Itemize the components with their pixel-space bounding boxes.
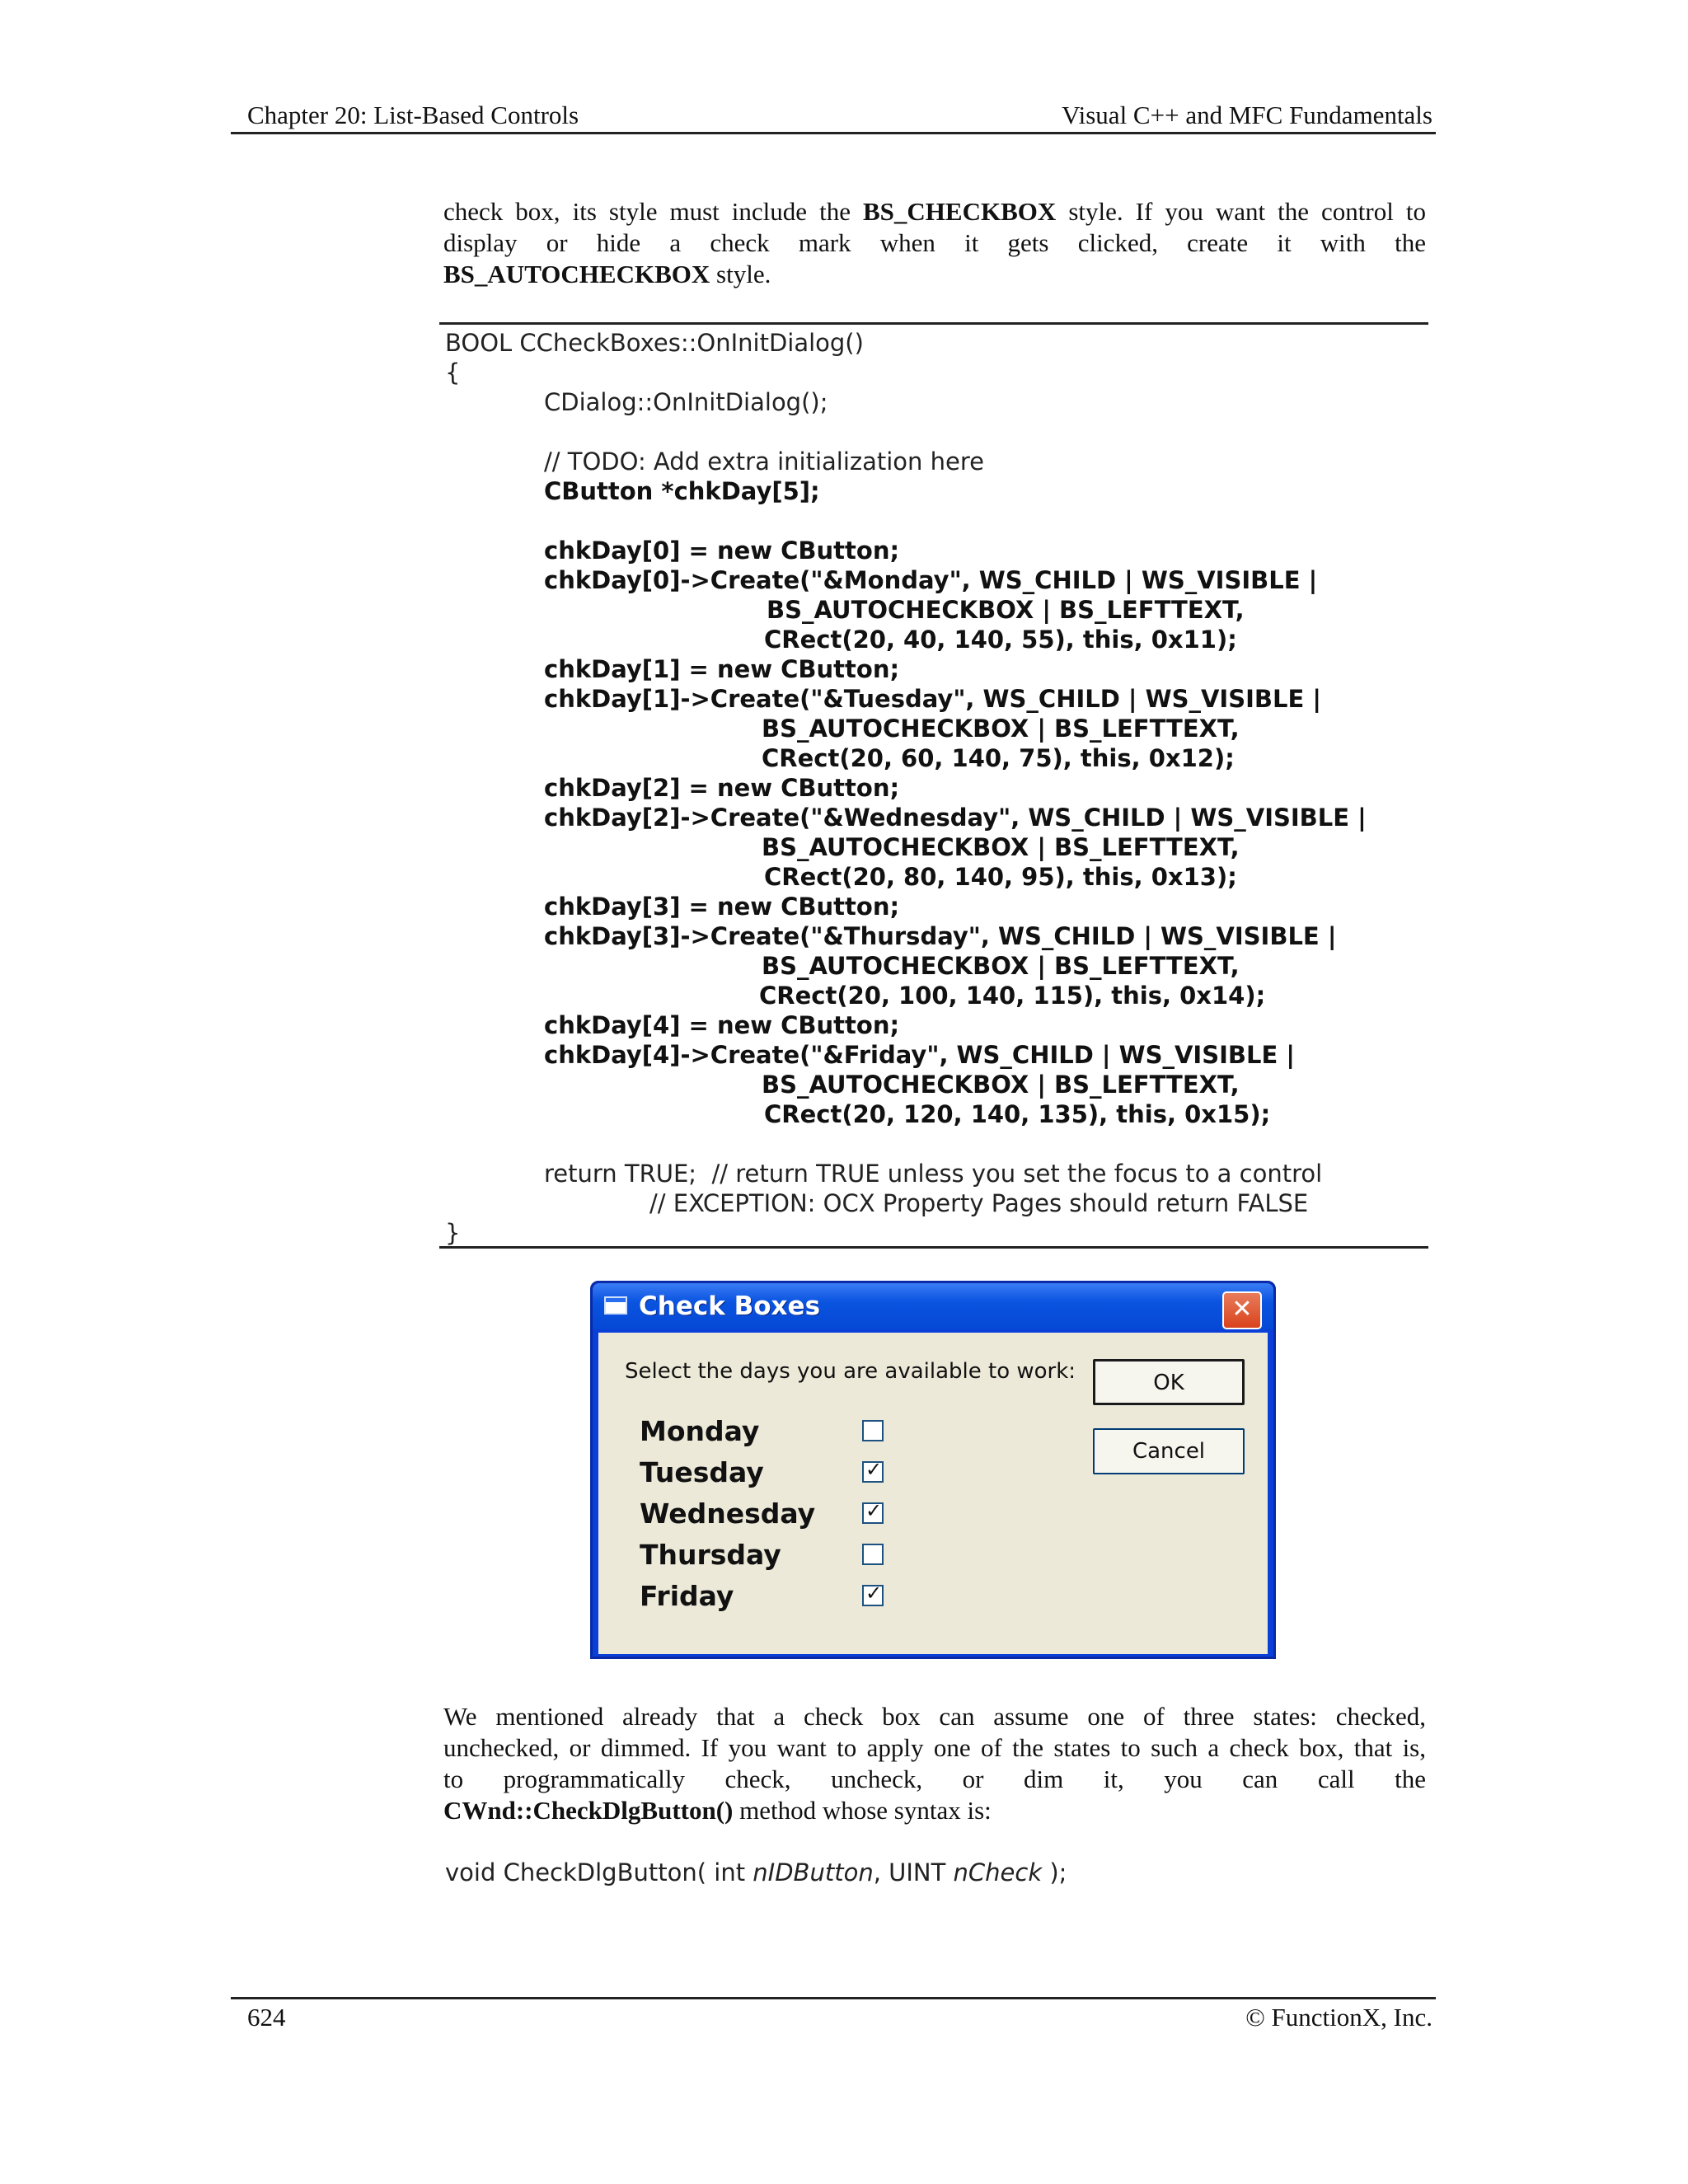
code-line: CRect(20, 100, 140, 115), this, 0x14);: [759, 982, 1266, 1010]
code-line: CDialog::OnInitDialog();: [544, 388, 828, 416]
code-line: chkDay[0] = new CButton;: [544, 537, 900, 565]
code-line: }: [445, 1219, 461, 1247]
checkbox-wednesday[interactable]: [862, 1499, 884, 1524]
code-line: BOOL CCheckBoxes::OnInitDialog(): [445, 329, 864, 357]
code-line: {: [445, 359, 461, 387]
dialog-title: Check Boxes: [639, 1291, 821, 1321]
running-header-book-title: Visual C++ and MFC Fundamentals: [1062, 101, 1432, 129]
code-line: chkDay[1]->Create("&Tuesday", WS_CHILD | WS_VISIBLE |: [544, 685, 1321, 713]
checkbox-tuesday[interactable]: [862, 1458, 884, 1483]
close-icon: ✕: [1231, 1295, 1253, 1324]
code-line: CRect(20, 40, 140, 55), this, 0x11);: [764, 626, 1237, 654]
code-line: chkDay[4] = new CButton;: [544, 1011, 900, 1039]
copyright-notice: © FunctionX, Inc.: [1245, 2003, 1432, 2032]
day-label-wednesday[interactable]: Wednesday: [640, 1497, 816, 1530]
intro-line-3: BS_AUTOCHECKBOX style.: [443, 260, 771, 288]
intro-line-2: display or hide a check mark when it gets clicked, create it with the: [443, 228, 1426, 257]
ok-button[interactable]: OK: [1093, 1359, 1245, 1405]
running-header-chapter: Chapter 20: List-Based Controls: [247, 101, 579, 129]
code-line: BS_AUTOCHECKBOX | BS_LEFTTEXT,: [762, 833, 1240, 861]
code-line: // TODO: Add extra initialization here: [544, 448, 984, 476]
code-line: BS_AUTOCHECKBOX | BS_LEFTTEXT,: [762, 715, 1240, 743]
check-mark-icon: ✓: [865, 1458, 883, 1481]
close-button[interactable]: [1222, 1291, 1262, 1329]
code-line: BS_AUTOCHECKBOX | BS_LEFTTEXT,: [762, 952, 1240, 980]
checkbox-friday[interactable]: [862, 1582, 884, 1606]
footer-rule: [231, 1997, 1436, 1999]
code-line: CRect(20, 80, 140, 95), this, 0x13);: [764, 863, 1237, 891]
intro-paragraph: [443, 196, 1426, 290]
code-line: chkDay[1] = new CButton;: [544, 655, 900, 683]
day-label-tuesday[interactable]: Tuesday: [640, 1456, 764, 1488]
checkbox-thursday[interactable]: [862, 1544, 884, 1565]
code-line: CRect(20, 60, 140, 75), this, 0x12);: [762, 744, 1235, 772]
cancel-button[interactable]: Cancel: [1093, 1428, 1245, 1474]
code-bottom-rule: [439, 1246, 1428, 1249]
header-rule: [231, 132, 1436, 134]
check-mark-icon: ✓: [865, 1582, 883, 1605]
code-line: BS_AUTOCHECKBOX | BS_LEFTTEXT,: [762, 1071, 1240, 1099]
page-number: 624: [247, 2003, 286, 2032]
code-line: chkDay[2]->Create("&Wednesday", WS_CHILD | WS_VISIBLE |: [544, 804, 1367, 832]
outro-paragraph: [443, 1701, 1426, 1826]
checkbox-monday[interactable]: [862, 1420, 884, 1441]
day-label-monday[interactable]: Monday: [640, 1415, 760, 1447]
code-line: BS_AUTOCHECKBOX | BS_LEFTTEXT,: [767, 596, 1245, 624]
intro-line-1: check box, its style must include the BS_CHECKBOX style. If you want the control to: [443, 197, 1426, 226]
outro-line-1: We mentioned already that a check box can assume one of three states: checked,: [443, 1702, 1426, 1731]
code-top-rule: [439, 322, 1428, 325]
code-line: return TRUE; // return TRUE unless you set the focus to a control: [544, 1160, 1323, 1188]
outro-line-4: CWnd::CheckDlgButton() method whose syntax is:: [443, 1796, 992, 1825]
window-icon: [604, 1296, 627, 1315]
syntax-line: void CheckDlgButton( int nIDButton, UINT nCheck );: [445, 1858, 1067, 1886]
code-line: chkDay[0]->Create("&Monday", WS_CHILD | WS_VISIBLE |: [544, 566, 1318, 594]
day-label-friday[interactable]: Friday: [640, 1580, 734, 1612]
outro-line-3: to programmatically check, uncheck, or dim it, you can call the: [443, 1765, 1426, 1793]
code-line: chkDay[3] = new CButton;: [544, 893, 900, 921]
prompt-label: Select the days you are available to work:: [625, 1359, 1076, 1384]
dialog-title-bar[interactable]: [593, 1283, 1273, 1329]
check-mark-icon: ✓: [865, 1499, 883, 1522]
outro-line-2: unchecked, or dimmed. If you want to apply one of the states to such a check box, that is,: [443, 1733, 1426, 1762]
day-label-thursday[interactable]: Thursday: [640, 1539, 781, 1571]
code-line: CRect(20, 120, 140, 135), this, 0x15);: [764, 1100, 1271, 1128]
code-line: chkDay[4]->Create("&Friday", WS_CHILD | WS_VISIBLE |: [544, 1041, 1295, 1069]
code-line: // EXCEPTION: OCX Property Pages should return FALSE: [649, 1189, 1309, 1217]
code-line: chkDay[3]->Create("&Thursday", WS_CHILD | WS_VISIBLE |: [544, 922, 1337, 950]
code-line: CButton *chkDay[5];: [544, 477, 820, 505]
dialog-client-area: [598, 1333, 1268, 1654]
code-line: chkDay[2] = new CButton;: [544, 774, 900, 802]
check-boxes-dialog: [590, 1281, 1276, 1659]
